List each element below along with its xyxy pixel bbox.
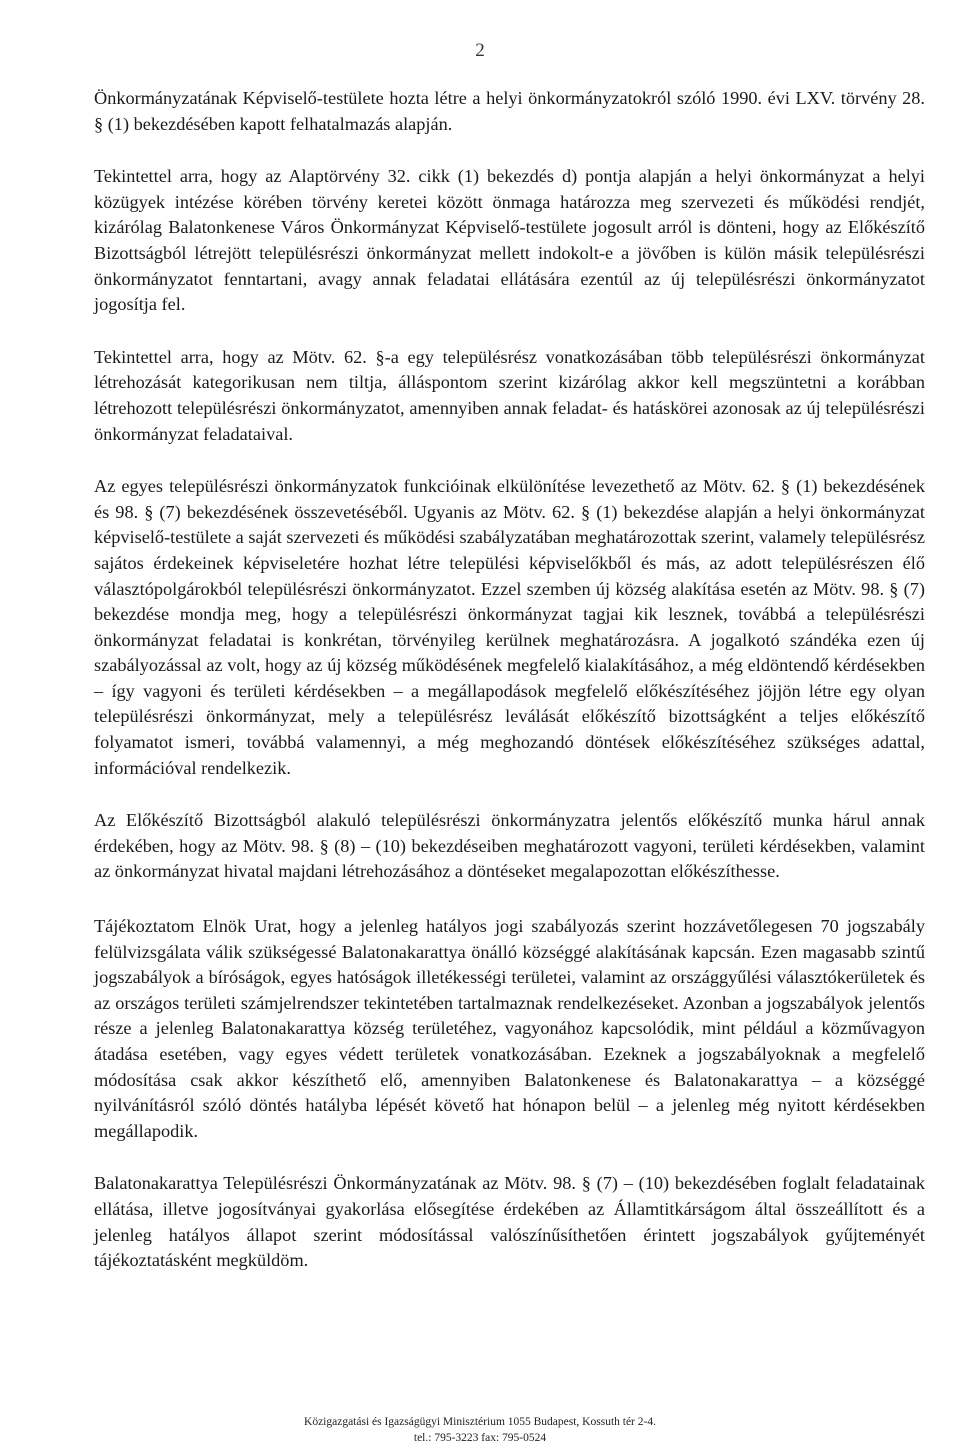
footer-address: Közigazgatási és Igazságügyi Minisztérium 1055 Budapest, Kossuth tér 2-4. [304, 1416, 656, 1428]
letter-body [94, 86, 925, 1301]
letterhead-footer [0, 1414, 960, 1446]
footer-contact: tel.: 795-3223 fax: 795-0524 [413, 1432, 547, 1444]
page-number: 2 [475, 40, 485, 61]
paragraph-5: Az Előkészítő Bizottságból alakuló településrészi önkormányzatra jelentős előkészítő munka hárul annak érdekében, hogy az Mötv. 98. § (8) – (10) bekezdéseiben meghatározott vagyoni, területi kérdésekben, valamint az önkormányzat hivatal majdani létrehozásához a döntéseket megalapozottan előkészíthesse. [94, 810, 925, 882]
paragraph-3: Tekintettel arra, hogy az Mötv. 62. §-a egy településrész vonatkozásában több településrészi önkormányzat létrehozását kategorikusan nem tiltja, álláspontom szerint kizárólag akkor kell megszüntetni a korábban létrehozott településrészi önkormányzatot, amennyiben annak feladat- és hatáskörei azonosak az új településrészi önkormányzat feladataival. [94, 346, 925, 444]
paragraph-6: Tájékoztatom Elnök Urat, hogy a jelenleg hatályos jogi szabályozás szerint hozzávetőlegesen 70 jogszabály felülvizsgálata válik szükségessé Balatonakarattya önálló községgé alakításának kapcsán. Ezen magasabb szintű jogszabályok a bíróságok, egyes hatóságok illetékességi területei, valamint az országgyűlési választókerületek és az országos területi számjelrendszer tekintetében tartalmaznak rendelkezéseket. Azonban a jogszabályok jelentős része a jelenleg Balatonakarattya község területéhez, vagyonához kapcsolódik, mint például a közművagyon átadása esetében, vagy egyes védett területek vonatkozásában. Ezeknek a jogszabályoknak a megfelelő módosítása csak akkor készíthető elő, amennyiben Balatonkenese és Balatonakarattya – a községgé nyilvánításról szóló döntés hatályba lépését követő hat hónapon belül – a jelenleg még nyitott kérdésekben megállapodik. [94, 916, 925, 1141]
paragraph-4: Az egyes településrészi önkormányzatok funkcióinak elkülönítése levezethető az Mötv. 62. § (1) bekezdésének és 98. § (7) bekezdésének összevetéséből. Ugyanis az Mötv. 62. § (1) bekezdése alapján a helyi önkormányzat képviselő-testülete a saját szervezeti és működési szabályzatában meghatározottak szerint, valamely településrész sajátos érdekeinek képviseletére hozhat létre települési képviselőkből és más, az adott településrészen élő választópolgárokból településrészi önkormányzatot. Ezzel szemben új község alakítása esetén az Mötv. 98. § (7) bekezdése mondja meg, hogy a településrészi önkormányzat tagjai kik lesznek, továbbá a településrészi önkormányzat feladatai is konkrétan, törvényileg kerülnek meghatározásra. A jogalkotó szándéka ezen új szabályozással az volt, hogy az új község működésének megfelelő kialakításához, a még eldöntendő kérdésekben – így vagyoni és területi kérdésekben – a megállapodások megfelelő előkészítéséhez jöjjön létre egy olyan településrészi önkormányzat, mely a településrész leválását előkészítő bizottságként a teljes előkészítő folyamatot ismeri, továbbá valamennyi, a még meghozandó döntések előkészítéséhez szükséges adattal, információval rendelkezik. [94, 476, 925, 778]
paragraph-1: Önkormányzatának Képviselő-testülete hozta létre a helyi önkormányzatokról szóló 1990. évi LXV. törvény 28. § (1) bekezdésében kapott felhatalmazás alapján. [94, 88, 925, 134]
paragraph-7: Balatonakarattya Településrészi Önkormányzatának az Mötv. 98. § (7) – (10) bekezdésében foglalt feladatainak ellátása, illetve jogosítványai gyakorlása elősegítése érdekében az Államtitkárságom által összeállított és a jelenleg hatályos állapot szerint módosítással valószínűsíthetően érintett jogszabályok gyűjteményét tájékoztatásként megküldöm. [94, 1173, 925, 1271]
paragraph-2: Tekintettel arra, hogy az Alaptörvény 32. cikk (1) bekezdés d) pontja alapján a helyi önkormányzat a helyi közügyek intézése körében törvény keretei között önmaga határozza meg szervezeti és működési rendjét, kizárólag Balatonkenese Város Önkormányzat Képviselő-testülete jogosult arról is dönteni, hogy az Előkészítő Bizottságból létrejött településrészi önkormányzat mellett indokolt-e a jövőben is külön másik településrészi önkormányzatot fenntartani, avagy annak feladatai ellátására ezentúl az új településrészi önkormányzatot jogosítja fel. [94, 166, 925, 315]
